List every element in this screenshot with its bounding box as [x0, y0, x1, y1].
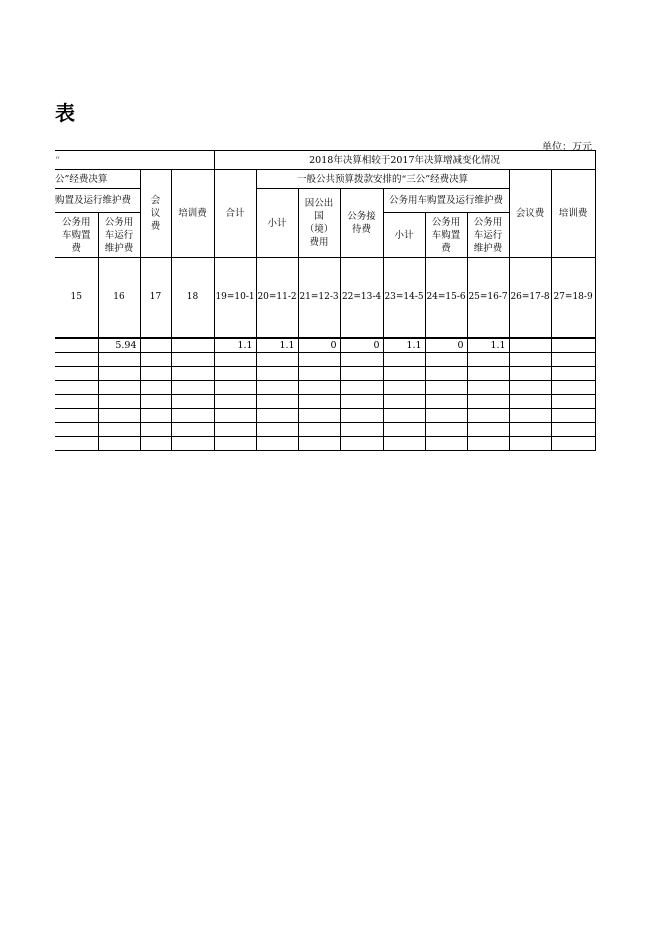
table-row [55, 338, 595, 353]
empty-cell [98, 394, 140, 408]
general-budget-header: 一般公共预算拨款安排的“三公”经费决算 [256, 170, 509, 189]
code-cell: 15 [55, 258, 98, 338]
empty-cell [340, 366, 383, 380]
empty-cell [467, 380, 509, 394]
empty-cell [140, 380, 171, 394]
empty-cell [214, 352, 256, 366]
table-row [55, 408, 595, 422]
empty-cell [467, 366, 509, 380]
empty-cell [140, 408, 171, 422]
code-cell: 26=17-8 [509, 258, 551, 338]
code-cell: 27=18-9 [551, 258, 595, 338]
table-row [55, 352, 595, 366]
empty-cell [98, 352, 140, 366]
empty-cell [551, 422, 595, 436]
empty-cell [171, 366, 214, 380]
code-cell: 20=11-2 [256, 258, 298, 338]
empty-cell [425, 394, 467, 408]
empty-cell [98, 422, 140, 436]
vehicle-group-header-right: 公务用车购置及运行维护费 [383, 189, 509, 213]
empty-cell [140, 436, 171, 450]
empty-cell [340, 436, 383, 450]
empty-cell [256, 380, 298, 394]
table-row [55, 422, 595, 436]
empty-cell [425, 366, 467, 380]
empty-cell [340, 408, 383, 422]
subtotal-header: 小计 [256, 189, 298, 258]
empty-cell [298, 394, 340, 408]
data-cell: 1.1 [256, 338, 298, 353]
empty-cell [55, 352, 98, 366]
left-group-header: “ [55, 151, 214, 170]
empty-cell [340, 380, 383, 394]
empty-cell [298, 436, 340, 450]
empty-cell [425, 408, 467, 422]
empty-cell [340, 422, 383, 436]
expense-table [55, 150, 596, 451]
table-row [55, 366, 595, 380]
empty-cell [425, 422, 467, 436]
table-row [55, 394, 595, 408]
empty-cell [425, 380, 467, 394]
empty-cell [509, 436, 551, 450]
empty-cell [171, 408, 214, 422]
empty-cell [509, 408, 551, 422]
data-cell: 0 [340, 338, 383, 353]
empty-cell [425, 352, 467, 366]
code-cell: 19=10-1 [214, 258, 256, 338]
data-cell [551, 338, 595, 353]
table-row [55, 436, 595, 450]
training-header-left: 培训费 [171, 170, 214, 258]
code-cell: 18 [171, 258, 214, 338]
code-cell: 24=15-6 [425, 258, 467, 338]
empty-cell [467, 408, 509, 422]
empty-cell [256, 366, 298, 380]
empty-cell [214, 380, 256, 394]
empty-cell [214, 366, 256, 380]
data-cell: 1.1 [467, 338, 509, 353]
data-cell: 1.1 [383, 338, 425, 353]
empty-cell [383, 366, 425, 380]
empty-cell [383, 394, 425, 408]
empty-cell [98, 408, 140, 422]
empty-cell [298, 366, 340, 380]
empty-cell [383, 352, 425, 366]
abroad-header: 因公出国（境）费用 [298, 189, 340, 258]
empty-cell [383, 422, 425, 436]
empty-cell [298, 408, 340, 422]
empty-cell [340, 352, 383, 366]
code-cell: 22=13-4 [340, 258, 383, 338]
empty-cell [171, 422, 214, 436]
empty-cell [55, 408, 98, 422]
empty-cell [383, 436, 425, 450]
left-subgroup-header: 公”经费决算 [55, 170, 140, 189]
vehicle-run-header-right: 公务用车运行维护费 [467, 213, 509, 258]
empty-cell [214, 408, 256, 422]
empty-cell [340, 394, 383, 408]
empty-cell [214, 394, 256, 408]
code-cell: 21=12-3 [298, 258, 340, 338]
meeting-header-right: 会议费 [509, 170, 551, 258]
empty-cell [467, 422, 509, 436]
empty-cell [509, 394, 551, 408]
empty-cell [551, 366, 595, 380]
code-row [55, 258, 595, 338]
meeting-header-left: 会议费 [140, 170, 171, 258]
empty-cell [256, 394, 298, 408]
data-cell [55, 338, 98, 353]
empty-cell [551, 352, 595, 366]
empty-cell [98, 380, 140, 394]
empty-cell [509, 380, 551, 394]
empty-cell [98, 436, 140, 450]
code-cell: 16 [98, 258, 140, 338]
empty-cell [171, 436, 214, 450]
empty-cell [214, 422, 256, 436]
data-cell [140, 338, 171, 353]
data-cell: 0 [425, 338, 467, 353]
empty-cell [55, 436, 98, 450]
empty-cell [298, 352, 340, 366]
empty-cell [298, 380, 340, 394]
empty-cell [55, 422, 98, 436]
empty-cell [171, 394, 214, 408]
total-header: 合计 [214, 170, 256, 258]
empty-cell [171, 380, 214, 394]
empty-cell [298, 422, 340, 436]
empty-cell [55, 380, 98, 394]
empty-cell [55, 394, 98, 408]
empty-cell [140, 352, 171, 366]
vehicle-purchase-header-left: 公务用车购置费 [55, 213, 98, 258]
code-cell: 17 [140, 258, 171, 338]
empty-cell [551, 394, 595, 408]
empty-rows [55, 352, 595, 450]
training-header-right: 培训费 [551, 170, 595, 258]
code-cell: 25=16-7 [467, 258, 509, 338]
data-cell: 1.1 [214, 338, 256, 353]
empty-cell [551, 408, 595, 422]
table-row [55, 380, 595, 394]
data-cell: 0 [298, 338, 340, 353]
empty-cell [425, 436, 467, 450]
data-cell [171, 338, 214, 353]
vehicle-purchase-header-right: 公务用车购置费 [425, 213, 467, 258]
empty-cell [140, 422, 171, 436]
empty-cell [509, 366, 551, 380]
empty-cell [467, 436, 509, 450]
change-group-header: 2018年决算相较于2017年决算增减变化情况 [214, 151, 595, 170]
empty-cell [98, 366, 140, 380]
empty-cell [256, 436, 298, 450]
vehicle-group-header-left: 购置及运行维护费 [55, 189, 140, 213]
unit-label: 单位：万元 [542, 142, 592, 153]
empty-cell [256, 422, 298, 436]
empty-cell [467, 352, 509, 366]
data-cell [509, 338, 551, 353]
code-cell: 23=14-5 [383, 258, 425, 338]
empty-cell [551, 436, 595, 450]
empty-cell [383, 408, 425, 422]
vehicle-run-header-left: 公务用车运行维护费 [98, 213, 140, 258]
empty-cell [256, 352, 298, 366]
empty-cell [467, 394, 509, 408]
empty-cell [55, 366, 98, 380]
empty-cell [256, 408, 298, 422]
empty-cell [383, 380, 425, 394]
empty-cell [171, 352, 214, 366]
reception-header: 公务接待费 [340, 189, 383, 258]
empty-cell [509, 352, 551, 366]
empty-cell [551, 380, 595, 394]
page-title: 表 [55, 101, 75, 125]
empty-cell [140, 394, 171, 408]
empty-cell [140, 366, 171, 380]
data-cell: 5.94 [98, 338, 140, 353]
vehicle-subtotal-header: 小计 [383, 213, 425, 258]
empty-cell [509, 422, 551, 436]
empty-cell [214, 436, 256, 450]
